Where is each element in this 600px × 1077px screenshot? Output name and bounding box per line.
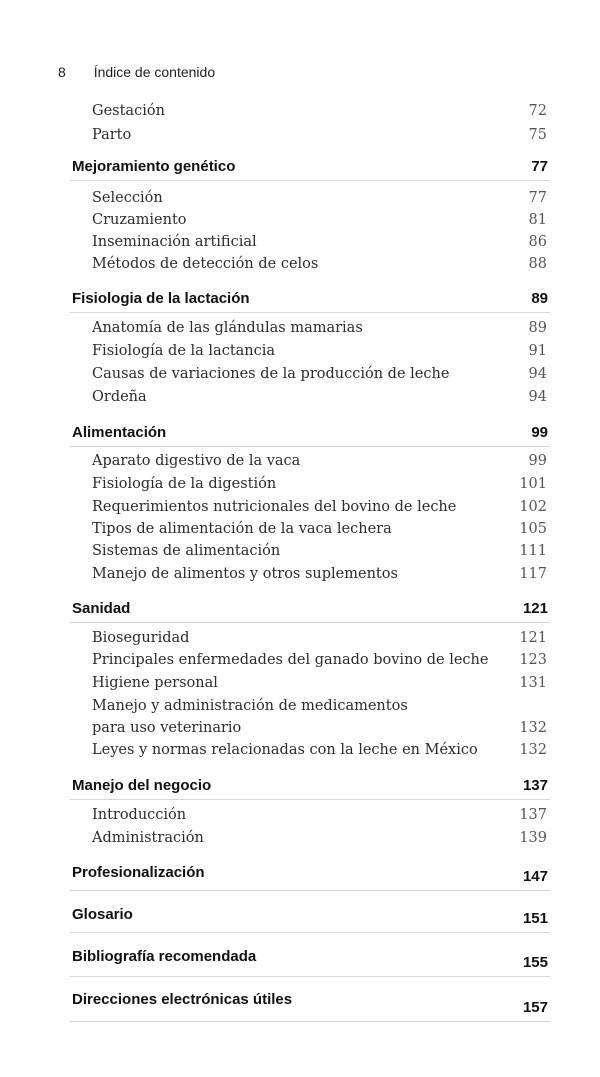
toc-entry-label: Leyes y normas relacionadas con la leche en México (92, 742, 478, 758)
toc-entry-page: 139 (519, 830, 547, 846)
toc-entry-label: Fisiología de la lactancia (92, 343, 276, 359)
toc-entry-page: 105 (519, 521, 547, 537)
toc-entry-label: Requerimientos nutricionales del bovino de leche (92, 499, 457, 515)
toc-entry-page: 91 (528, 343, 547, 359)
page-number: 8 (58, 64, 66, 80)
toc-section-title: Bibliografía recomendada (72, 948, 257, 965)
toc-entry-label: para uso veterinario (92, 720, 242, 736)
section-divider (70, 799, 550, 800)
toc-entry-label: Selección (92, 190, 163, 206)
section-divider (70, 976, 550, 977)
toc-entry-label: Cruzamiento (92, 212, 187, 228)
toc-section-title: Glosario (72, 906, 133, 923)
toc-entry-page: 131 (519, 675, 547, 691)
toc-entry-page: 86 (528, 234, 547, 250)
toc-section-page: 151 (522, 910, 548, 927)
toc-entry-page: 72 (528, 103, 547, 119)
toc-entry-page: 121 (519, 630, 547, 646)
section-divider (70, 312, 550, 313)
toc-entry-label: Aparato digestivo de la vaca (92, 453, 301, 469)
section-divider (70, 890, 550, 891)
toc-section-title: Alimentación (72, 424, 167, 441)
toc-entry-label: Fisiología de la digestión (92, 476, 277, 492)
toc-section-page: 77 (531, 158, 548, 175)
toc-entry-label: Inseminación artificial (92, 234, 257, 250)
toc-entry-label: Anatomía de las glándulas mamarias (92, 320, 363, 336)
toc-section-title: Manejo del negocio (72, 777, 212, 794)
toc-entry-page: 77 (528, 190, 547, 206)
toc-entry-label: Tipos de alimentación de la vaca lechera (92, 521, 392, 537)
section-divider (70, 622, 550, 623)
toc-entry-page: 94 (528, 389, 547, 405)
toc-section-title: Direcciones electrónicas útiles (72, 991, 293, 1008)
toc-section-page: 137 (522, 777, 548, 794)
page-title: Índice de contenido (93, 64, 216, 80)
toc-entry-label: Sistemas de alimentación (92, 543, 281, 559)
toc-section-page: 99 (531, 424, 548, 441)
toc-entry-label: Gestación (92, 103, 165, 119)
toc-entry-page: 111 (519, 543, 547, 559)
section-divider (70, 446, 550, 447)
toc-entry-page: 123 (519, 652, 547, 668)
toc-entry-page: 101 (519, 476, 547, 492)
toc-entry-label: Bioseguridad (92, 630, 190, 646)
toc-entry-page: 89 (528, 320, 547, 336)
toc-section-page: 157 (522, 999, 548, 1016)
toc-entry-label: Métodos de detección de celos (92, 256, 319, 272)
section-divider (70, 932, 550, 933)
toc-entry-page: 137 (519, 807, 547, 823)
toc-section-title: Mejoramiento genético (72, 158, 236, 175)
toc-entry-label: Ordeña (92, 389, 147, 405)
toc-entry-page: 94 (528, 366, 547, 382)
toc-entry-label: Principales enfermedades del ganado bovino de leche (92, 652, 489, 668)
toc-section-page: 89 (531, 290, 548, 307)
toc-entry-page: 81 (528, 212, 547, 228)
toc-entry-label: Administración (92, 830, 204, 846)
toc-section-title: Sanidad (72, 600, 131, 617)
toc-entry-page: 99 (528, 453, 547, 469)
toc-entry-page: 132 (519, 720, 547, 736)
section-divider (70, 180, 550, 181)
toc-entry-page: 132 (519, 742, 547, 758)
toc-entry-page: 117 (519, 566, 547, 582)
toc-entry-label: Manejo de alimentos y otros suplementos (92, 566, 398, 582)
toc-section-title: Profesionalización (72, 864, 205, 881)
toc-entry-label: Introducción (92, 807, 187, 823)
toc-entry-label: Causas de variaciones de la producción de leche (92, 366, 450, 382)
toc-entry-label: Higiene personal (92, 675, 218, 691)
toc-section-page: 147 (522, 868, 548, 885)
toc-section-page: 121 (522, 600, 548, 617)
toc-entry-page: 75 (528, 127, 547, 143)
toc-entry-page: 88 (528, 256, 547, 272)
toc-section-title: Fisiologia de la lactación (72, 290, 250, 307)
toc-entry-label: Manejo y administración de medicamentos (92, 698, 408, 714)
toc-section-page: 155 (522, 954, 548, 971)
toc-entry-page: 102 (519, 499, 547, 515)
section-divider (70, 1021, 550, 1022)
toc-entry-label: Parto (92, 127, 132, 143)
